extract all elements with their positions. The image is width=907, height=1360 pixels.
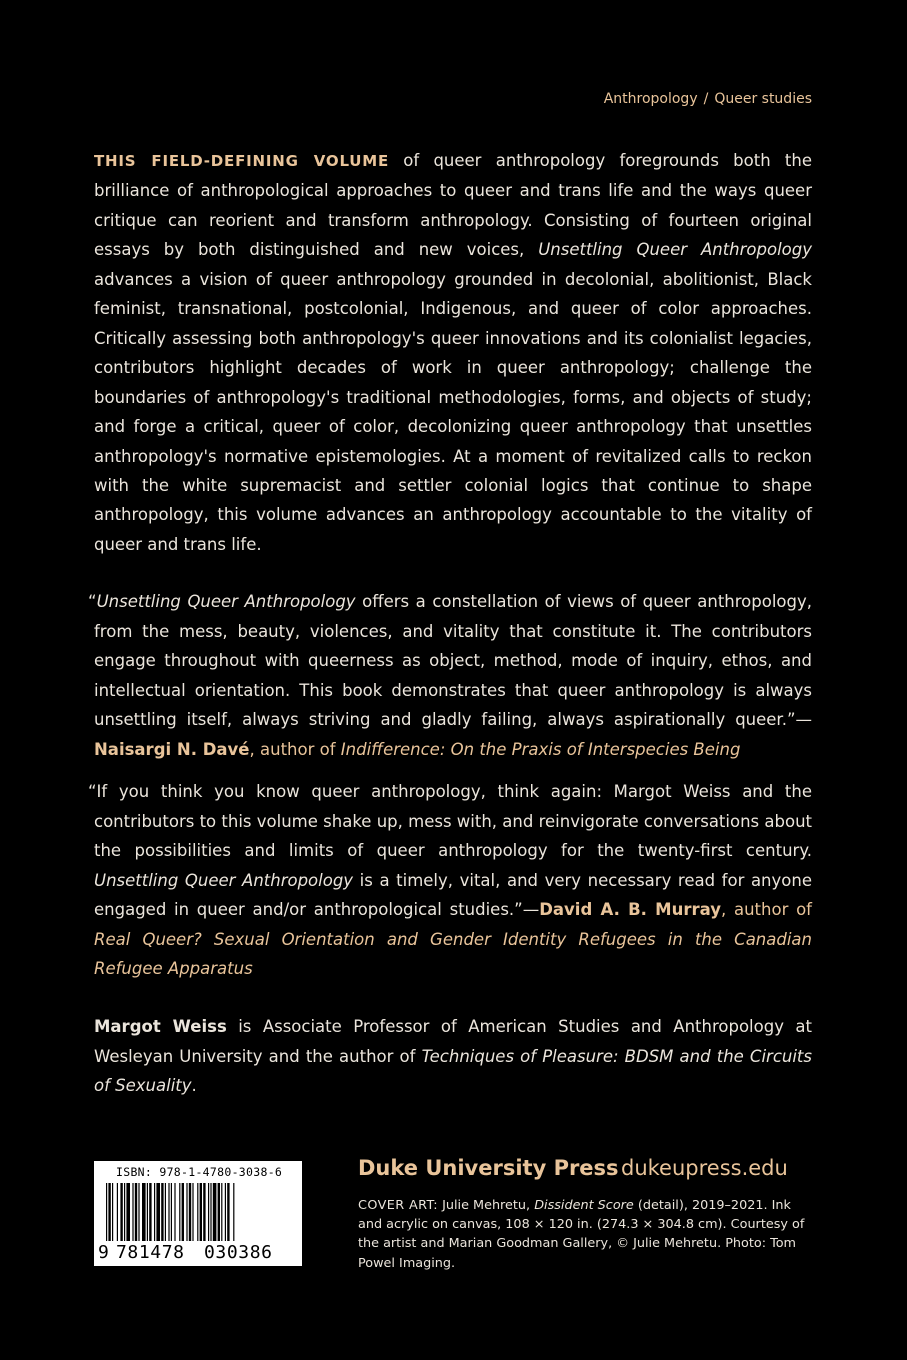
barcode-bar xyxy=(135,1183,137,1241)
endorsement-murray xyxy=(88,777,812,984)
barcode-bar xyxy=(182,1183,184,1241)
category-separator: / xyxy=(703,91,709,107)
bio-end: . xyxy=(191,1076,197,1095)
barcode-bar xyxy=(186,1183,187,1241)
quote2-text-a: “If you think you know queer anthropology, think again: Margot Weiss and the contributors to this volume shake up, mess with, and reinvigorate conversations about the possibilities and limits of queer anthropology for the twenty-first century. xyxy=(88,782,812,860)
bio-text: is Associate Professor of American Studies and Anthropology at Wesleyan University and the author of xyxy=(94,1017,812,1066)
quote2-author-of: , author of xyxy=(721,900,812,919)
barcode-bar xyxy=(138,1183,139,1241)
quote1-author-of: , author of xyxy=(249,739,341,759)
credit-artist: Julie Mehretu, xyxy=(438,1198,535,1213)
book-blurb xyxy=(94,146,812,559)
author-bio xyxy=(94,1012,812,1101)
barcode-bar xyxy=(200,1183,202,1241)
barcode-bar xyxy=(120,1183,122,1241)
barcode-bar xyxy=(203,1183,205,1241)
barcode-digits xyxy=(94,1240,302,1266)
quote1-author-book: Indifference: On the Praxis of Interspecies Being xyxy=(340,739,741,759)
quote1-author: Naisargi N. Davé xyxy=(94,739,250,759)
barcode-bar xyxy=(210,1183,211,1241)
endorsement-dave xyxy=(88,587,812,764)
barcode-bar xyxy=(149,1183,151,1241)
quote-open-mark: “ xyxy=(88,592,97,611)
barcode-bar xyxy=(106,1183,107,1241)
barcode-bar xyxy=(179,1183,180,1241)
barcode-bar xyxy=(233,1183,234,1241)
isbn-barcode xyxy=(94,1161,302,1266)
barcode-bar xyxy=(132,1183,133,1241)
category-anthropology: Anthropology xyxy=(603,91,698,107)
blurb-lead: THIS FIELD-DEFINING VOLUME xyxy=(94,152,390,170)
subject-categories xyxy=(604,91,812,107)
bio-book-title: Techniques of Pleasure: BDSM and the Circuits of Sexuality xyxy=(94,1046,812,1095)
barcode-bar xyxy=(225,1183,226,1241)
barcode-bar xyxy=(221,1183,222,1241)
credit-work-title: Dissident Score xyxy=(534,1198,634,1213)
barcode-bar xyxy=(197,1183,198,1241)
barcode-bar xyxy=(168,1183,169,1241)
barcode-digits-left: 781478 xyxy=(116,1242,185,1263)
barcode-bar xyxy=(174,1183,175,1241)
barcode-digit-first: 9 xyxy=(98,1242,109,1263)
barcode-bar xyxy=(189,1183,191,1241)
barcode-bar xyxy=(156,1183,160,1241)
publisher-url[interactable]: dukeupress.edu xyxy=(621,1156,788,1180)
barcode-bar xyxy=(147,1183,148,1241)
barcode-bar xyxy=(227,1183,229,1241)
quote1-text: offers a constellation of views of queer anthropology, from the mess, beauty, violences, and vitality that constitute it. The contributors engage throughout with queerness as object, method, mode of inquiry, ethos, and intellectual orientation. This book demonstrates that queer anthropology is always unsettling itself, always striving and gladly failing, always aspirationally queer.”— xyxy=(94,592,812,729)
bio-author-name: Margot Weiss xyxy=(94,1017,227,1036)
quote2-author-book: Real Queer? Sexual Orientation and Gender Identity Refugees in the Canadian Refugee Apparatus xyxy=(94,929,812,978)
barcode-bar xyxy=(218,1183,220,1241)
barcode-bar xyxy=(192,1183,193,1241)
isbn-label: ISBN: 978-1-4780-3038-6 xyxy=(116,1165,283,1179)
blurb-book-title: Unsettling Queer Anthropology xyxy=(538,240,812,260)
barcode-bar xyxy=(124,1183,125,1241)
barcode-bar xyxy=(126,1183,130,1241)
quote2-text-b: is a timely, vital, and very necessary read for anyone engaged in queer and/or anthropological studies.”— xyxy=(94,870,812,919)
barcode-bar xyxy=(117,1183,118,1241)
credit-details: (detail), 2019–2021. Ink and acrylic on canvas, 108 × 120 in. (274.3 × 304.8 cm). Courtesy of the artist and Marian Goodman Gallery, © Julie Mehretu. Photo: Tom Powel Imaging. xyxy=(358,1198,805,1271)
barcode-digits-right: 030386 xyxy=(204,1242,273,1263)
barcode-bar xyxy=(108,1183,110,1241)
quote1-book-title: Unsettling Queer Anthropology xyxy=(96,592,356,611)
quote2-author: David A. B. Murray xyxy=(539,900,721,919)
cover-art-credit xyxy=(358,1196,818,1273)
barcode-bar xyxy=(171,1183,172,1241)
blurb-text-a: of queer anthropology foregrounds both the brilliance of anthropological approaches to queer and trans life and the ways queer critique can reorient and transform anthropology. Consisting of fourteen original essays by both distinguished and new voices, xyxy=(94,151,812,260)
blurb-text-b: advances a vision of queer anthropology grounded in decolonial, abolitionist, Black feminist, transnational, postcolonial, Indigenous, and queer of color approaches. Critically assessing both anthropology's queer innovations and its colonialist legacies, contributors highlight decades of work in queer anthropology; challenge the boundaries of anthropology's traditional methodologies, forms, and objects of study; and forge a critical, queer of color, decolonizing queer anthropology that unsettles anthropology's normative epistemologies. At a moment of revitalized calls to reckon with the white supremacist and settler colonial logics that continue to shape anthropology, this volume advances an anthropology accountable to the vitality of queer and trans life. xyxy=(94,269,812,554)
barcode-bar xyxy=(213,1183,217,1241)
barcode-bar xyxy=(208,1183,209,1241)
barcode-bars xyxy=(104,1183,294,1241)
category-queer-studies: Queer studies xyxy=(714,91,812,107)
barcode-bar xyxy=(142,1183,146,1241)
quote2-book-title: Unsettling Queer Anthropology xyxy=(94,870,354,890)
publisher-name: Duke University Press xyxy=(358,1156,619,1180)
barcode-bar xyxy=(154,1183,155,1241)
credit-label: COVER ART: xyxy=(358,1198,439,1213)
barcode-bar xyxy=(112,1183,113,1241)
barcode-bar xyxy=(165,1183,166,1241)
barcode-bar xyxy=(161,1183,163,1241)
